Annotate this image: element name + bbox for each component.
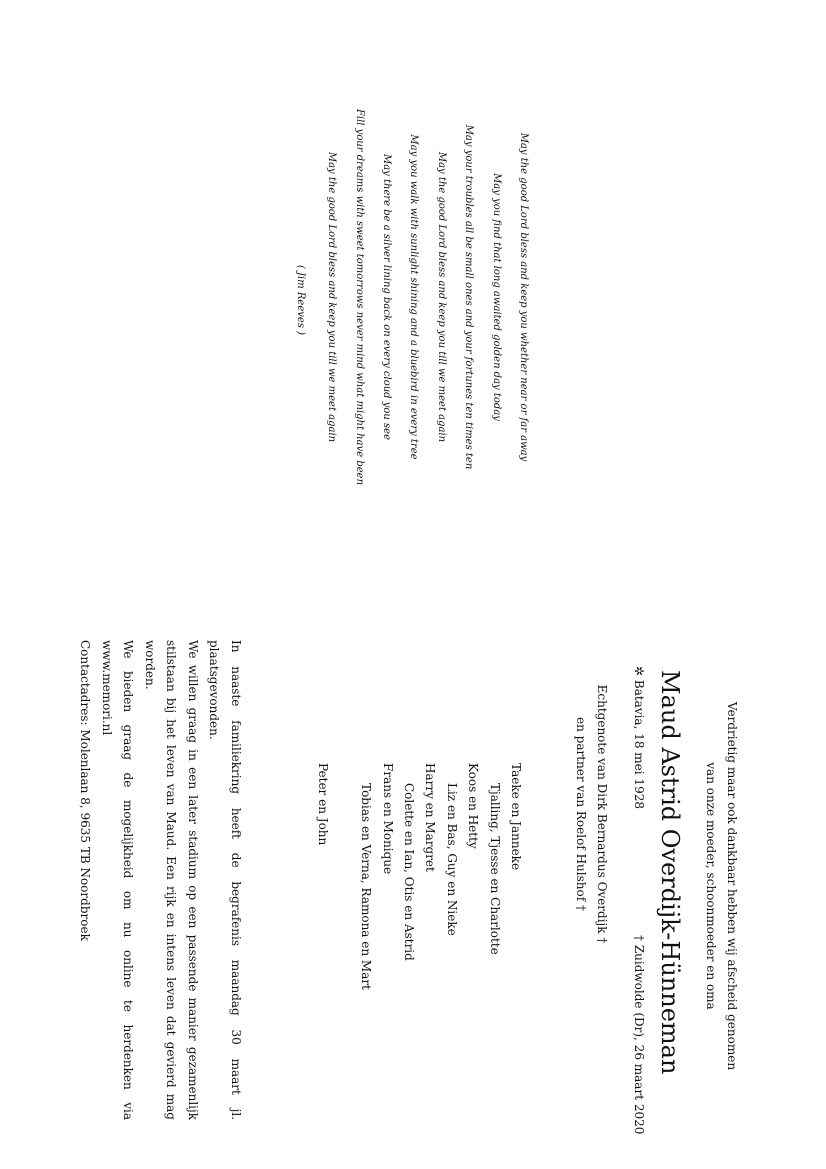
notice-text [74, 640, 246, 1120]
later-notice: We willen graag in een later stadium op een passende manier gezamenlijk stilstaan bij het leven van Maud. Een rijk en intens leven dat gevierd mag worden. [143, 640, 200, 1120]
poem-line: May the good Lord bless and keep you till we meet again [435, 151, 447, 443]
intro-line: van onze moeder, schoonmoeder en oma [704, 762, 718, 1010]
poem-line: May the good Lord bless and keep you whether near or far away [518, 132, 529, 462]
birth-date: ✲ Batavia, 18 mei 1928 [632, 666, 646, 809]
family-couple: Harry en Margret [423, 763, 438, 872]
poem-author: ( Jim Reeves ) [295, 264, 306, 336]
contact-address: Contactadres: Molenlaan 8, 9635 TB Noordbroek [78, 640, 93, 941]
intro-line: Verdrietig maar ook dankbaar hebben wij afscheid genomen [725, 701, 739, 1071]
family-children: Tjalling, Tjesse en Charlotte [487, 783, 502, 955]
spouse-text [570, 640, 612, 988]
family-couple: Peter en John [316, 763, 331, 846]
family-children: Liz en Bas, Guy en Nieke [444, 783, 459, 936]
poem-line: Fill your dreams with sweet tomorrows never mind what might have been [353, 108, 365, 486]
poem-line: May the good Lord bless and keep you till we meet again [326, 151, 338, 443]
intro-text [700, 700, 742, 1072]
poem [318, 96, 537, 498]
family-couple: Koos en Hetty [466, 763, 481, 849]
poem-line: May you find that long awaited golden day today [490, 173, 502, 421]
spouse-line: Echtgenote van Dirk Bernardus Overdijk † [595, 684, 609, 944]
death-date: † Zuidwolde (Dr), 26 maart 2020 [632, 935, 646, 1135]
family-couple: Frans en Monique [380, 763, 395, 875]
poem-line: May you walk with sunlight shining and a bluebird in every tree [408, 134, 420, 460]
deceased-name: Maud Astrid Overdijk-Hünneman [656, 670, 684, 1075]
spouse-line: en partner van Roelof Hulshof † [574, 717, 588, 911]
funeral-notice: In naaste familiekring heeft de begrafenis maandag 30 maart jl. plaatsgevonden. [207, 640, 243, 1120]
poem-line: May your troubles all be small ones and your fortunes ten times ten [463, 124, 475, 470]
family-children: Tobias en Verna, Ramona en Mart [359, 783, 374, 990]
poem-line: May there be a silver lining back on every cloud you see [380, 153, 392, 441]
family-spacer [333, 763, 354, 990]
online-notice: We bieden graag de mogelijkheid om nu online te herdenken via www.memori.nl [100, 640, 136, 1120]
family-children: Colette en Ian, Otis en Astrid [402, 783, 417, 961]
family-couple: Taeke en Janneke [509, 763, 523, 871]
family-list [312, 763, 526, 990]
